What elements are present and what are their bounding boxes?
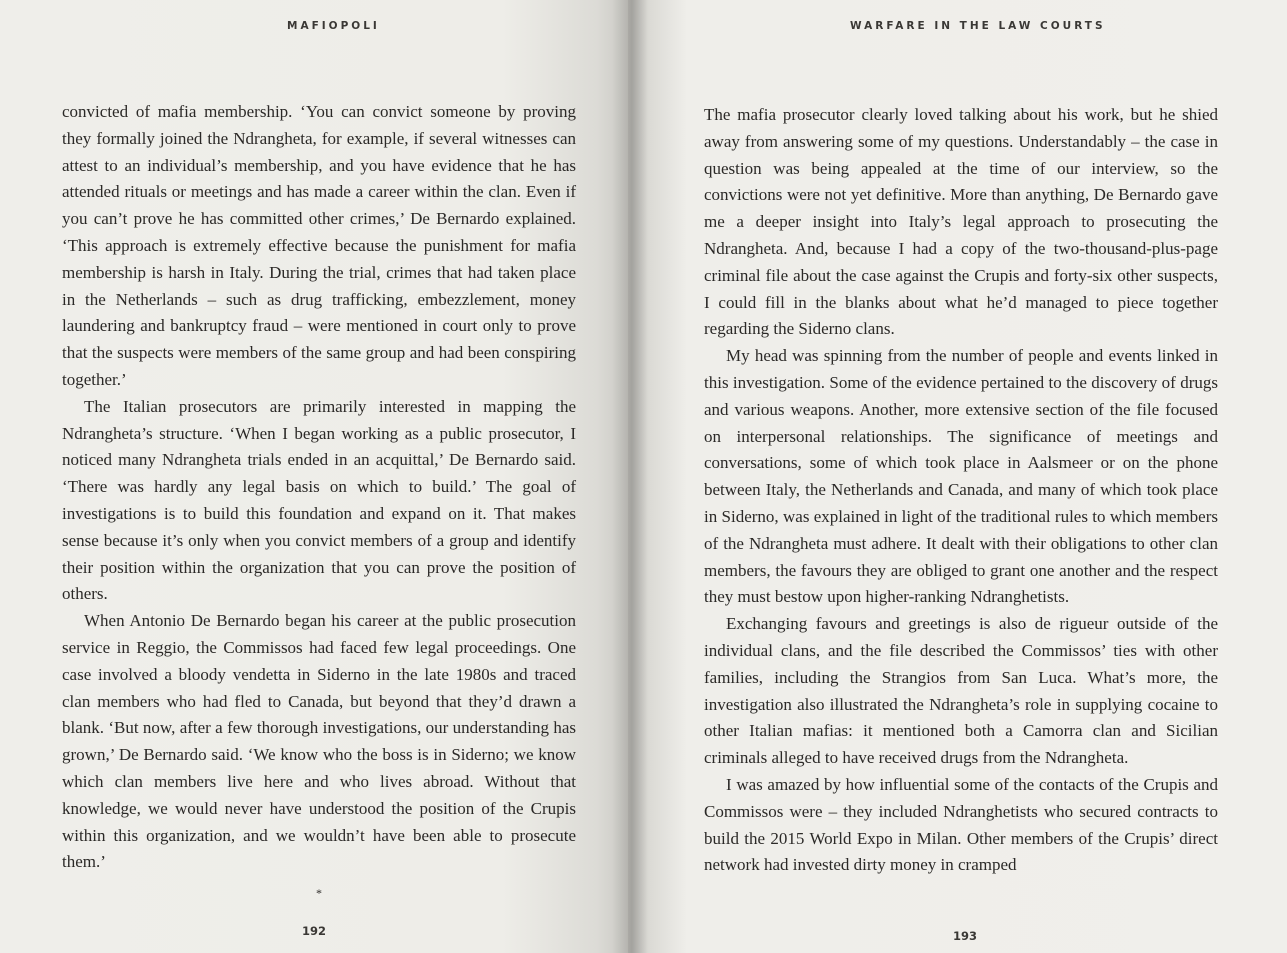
section-break: * [316, 886, 322, 901]
page-number-right: 193 [953, 929, 978, 943]
paragraph: My head was spinning from the number of people and events linked in this investigation. Some of the evidence pertained to the discovery of drugs and various weapons. Another, more extensive section of the file focused on interpersonal relationships. The significance of meetings and conversations, some of which took place in Aalsmeer or on the phone between Italy, the Netherlands and Canada, and many of which took place in Siderno, was explained in light of the traditional rules to which members of the Ndrangheta must adhere. It dealt with their obligations to other clan members, the favours they are obliged to grant one another and the respect they must bestow upon higher-ranking Ndranghetists. [704, 346, 1218, 607]
page-number-left: 192 [302, 924, 327, 938]
paragraph: The mafia prosecutor clearly loved talking about his work, but he shied away from answering some of my questions. Understandably – the case in question was being appealed at the time of our interview, so the convictions were not yet definitive. More than anything, De Bernardo gave me a deeper insight into Italy’s legal approach to prosecuting the Ndrangheta. And, because I had a copy of the two-thousand-plus-page criminal file about the case against the Crupis and forty-six other suspects, I could fill in the blanks about what he’d managed to piece together regarding the Siderno clans. [704, 105, 1218, 339]
left-page-text [62, 99, 576, 907]
gutter-shadow [612, 0, 648, 953]
paragraph: The Italian prosecutors are primarily interested in mapping the Ndrangheta’s structure. ‘When I began working as a public prosecutor, I noticed many Ndrangheta trials ended in an acquittal,’ De Bernardo said. ‘There was hardly any legal basis on which to build.’ The goal of investigations is to build this foundation and expand on it. That makes sense because it’s only when you convict members of a group and identify their position within the organization that you can prove the position of others. [62, 396, 576, 604]
right-page-text [704, 102, 1218, 879]
paragraph: I was amazed by how influential some of the contacts of the Crupis and Commissos were – they included Ndranghetists who secured contracts to build the 2015 World Expo in Milan. Other members of the Crupis’ direct network had invested dirty money in cramped [704, 774, 1218, 875]
right-page [628, 0, 1287, 953]
paragraph: When Antonio De Bernardo began his career at the public prosecution service in Reggio, the Commissos had faced few legal proceedings. One case involved a bloody vendetta in Siderno in the late 1980s and traced clan members who had fled to Canada, but beyond that they’d drawn a blank. ‘But now, after a few thorough investigations, our understanding has grown,’ De Bernardo said. ‘We know who the boss is in Siderno; we know which clan members live here and who lives abroad. Without that knowledge, we would never have understood the position of the Crupis within this organization, and we wouldn’t have been able to prosecute them.’ [62, 611, 576, 872]
paragraph: convicted of mafia membership. ‘You can convict someone by proving they formally joined the Ndrangheta, for example, if several witnesses can attest to an individual’s membership, and you have evidence that he has attended rituals or meetings and has made a career within the clan. Even if you can’t prove he has committed other crimes,’ De Bernardo explained. ‘This approach is extremely effective because the punishment for mafia membership is harsh in Italy. During the trial, crimes that had taken place in the Netherlands – such as drug trafficking, embezzlement, money laundering and bankruptcy fraud – were mentioned in court only to prove that the suspects were members of the same group and had been conspiring together.’ [62, 102, 576, 389]
running-head-right: WARFARE IN THE LAW COURTS [850, 20, 1106, 32]
running-head-left: MAFIOPOLI [287, 20, 380, 32]
paragraph: Exchanging favours and greetings is also de rigueur outside of the individual clans, and the file described the Commissos’ ties with other families, including the Strangios from San Luca. What’s more, the investigation also illustrated the Ndrangheta’s role in supplying cocaine to other Italian mafias: it mentioned both a Camorra clan and Sicilian criminals alleged to have received drugs from the Ndrangheta. [704, 614, 1218, 768]
left-page [0, 0, 628, 953]
